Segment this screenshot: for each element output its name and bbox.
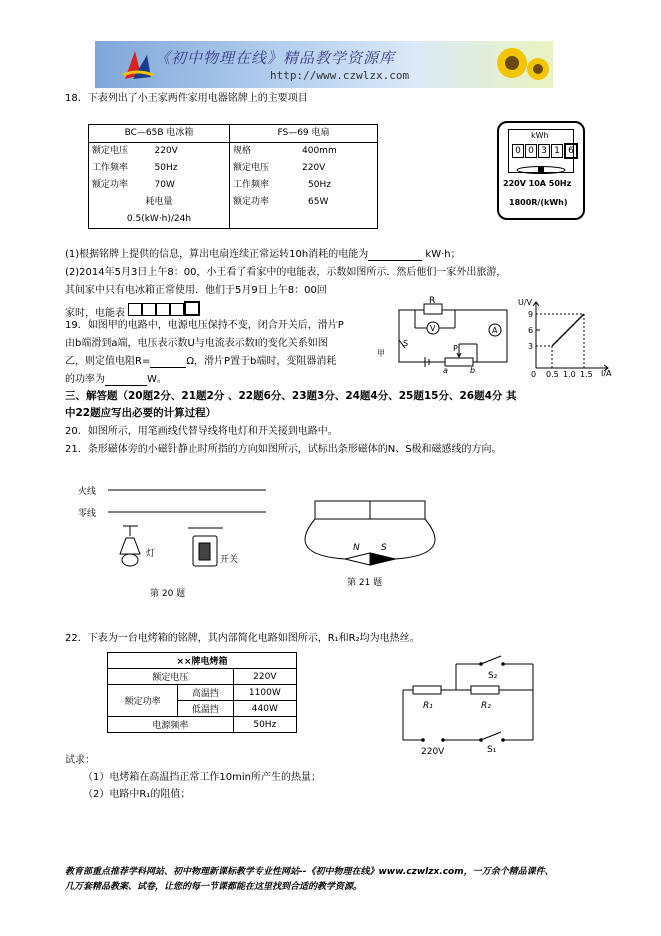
switch-label: 开关: [220, 555, 239, 565]
q19-line3-text: 乙，则定值电阻R=: [65, 356, 151, 367]
q18-part2-line2: 其间家中只有电冰箱正常使用．他们于5月9日上午8：00回: [65, 285, 327, 296]
banner-title: 《初中物理在线》精品教学资源库: [155, 49, 396, 67]
fridge-row-value: 70W: [154, 180, 175, 190]
fan-row-key: 额定电压: [233, 163, 270, 173]
oven-low-value: 440W: [233, 701, 296, 717]
footer-line1: 教育部重点推荐学科网站、初中物理新课标教学专业性网站--《初中物理在线》www.czwlzx.com，一万余个精品课件、: [65, 867, 554, 877]
q19-line1: 19．如图甲的电路中，电源电压保持不变，闭合开关后，滑片P: [65, 320, 344, 331]
oven-freq-label: 电源频率: [108, 717, 234, 733]
meter-spec: 220V 10A 50Hz: [503, 179, 572, 188]
q18-part1-unit: kW·h；: [425, 249, 461, 260]
meter-disc-icon: [511, 163, 571, 177]
q19-line4b-text: W。: [147, 374, 167, 385]
fan-row-key: 额定功率: [233, 197, 270, 207]
q22-stem: 22．下表为一台电烤箱的铭牌，其内部简化电路如图所示，R₁和R₂均为电热丝。: [65, 633, 420, 644]
fridge-nameplate: [89, 125, 230, 229]
s1-label: S₁: [487, 745, 497, 755]
fan-row-value: 50Hz: [308, 180, 331, 190]
banner-url[interactable]: http://www.czwlzx.com: [270, 69, 410, 82]
q22-q2: （2）电路中R₁的阻值；: [83, 789, 191, 800]
logo-icon: [121, 45, 155, 83]
circuit-label-S: S: [403, 339, 409, 348]
graph-xtick: 1.5: [580, 370, 593, 379]
section3-line1: 三、解答题（20题2分、21题2分 、22题6分、23题3分、24题4分、25题15分、26题4分 其: [65, 390, 517, 402]
fridge-row-key: 工作频率: [92, 163, 129, 173]
q21-caption: 第 21 题: [347, 578, 383, 588]
oven-voltage-label: 额定电压: [108, 669, 234, 685]
oven-voltage-value: 220V: [233, 669, 296, 685]
oven-freq-value: 50Hz: [233, 717, 296, 733]
zero-wire-label: 零线: [78, 509, 97, 519]
answer-box[interactable]: [184, 301, 200, 316]
q22-ask: 试求：: [65, 755, 95, 766]
section3-line2: 中22题应写出必要的计算过程）: [65, 407, 217, 419]
meter-unit: kWh: [531, 131, 549, 140]
fan-row-value: 220V: [302, 163, 326, 173]
circuit-label-V: V: [430, 324, 436, 333]
oven-title: ××牌电烤箱: [108, 653, 297, 669]
circuit-label-b: b: [470, 366, 476, 375]
graph-ytick: 3: [528, 342, 534, 351]
answer-box[interactable]: [128, 303, 142, 316]
circuit-fig-label: 甲: [377, 349, 385, 358]
circuit-label-a: a: [443, 366, 448, 375]
energy-meter: [497, 121, 585, 220]
graph-ylabel: U/V: [518, 298, 533, 307]
answer-box[interactable]: [156, 303, 170, 316]
fan-row-key: 工作频率: [233, 180, 270, 190]
oven-low-label: 低温挡: [178, 701, 233, 717]
answer-box[interactable]: [142, 303, 156, 316]
fridge-row-value: 50Hz: [154, 163, 178, 173]
q18-part2-line1: (2)2014年5月3日上午8：00，小王看了看家中的电能表，示数如图所示．然后他们一家外出旅游，: [65, 267, 507, 278]
meter-digit: 0: [512, 144, 524, 158]
q18-part1: [65, 248, 461, 261]
graph-ytick: 9: [528, 310, 534, 319]
q19-line3b-text: Ω，滑片P置于b端时，变阻器消耗: [186, 356, 337, 367]
r2-label: R₂: [481, 701, 491, 711]
fan-header: FS—69 电扇: [230, 125, 377, 143]
needle-s-label: S: [381, 543, 387, 553]
graph-xtick: 0: [531, 370, 537, 379]
s2-label: S₂: [488, 671, 498, 681]
meter-digit: 0: [525, 144, 537, 158]
q20-wiring-figure: [78, 480, 268, 605]
oven-nameplate-table: [107, 652, 297, 733]
r1-label: R₁: [423, 701, 433, 711]
circuit-label-A: A: [492, 326, 498, 335]
q18-stem: 18．下表列出了小王家两件家用电器铭牌上的主要项目: [65, 93, 308, 104]
meter-digits: [512, 143, 579, 159]
q19-line2: 由b端滑到a端，电压表示数U与电流表示数I的变化关系如图: [65, 338, 328, 349]
graph-ytick: 6: [528, 326, 534, 335]
oven-power-label: 额定功率: [108, 685, 178, 717]
meter-constant: 1800R/(kWh): [509, 198, 568, 207]
answer-blank[interactable]: [368, 250, 422, 261]
q18-part2-line3-text: 家时，电能表: [65, 308, 125, 319]
answer-box[interactable]: [170, 303, 184, 316]
fan-row-key: 规格: [233, 146, 252, 156]
circuit-label-R: R: [429, 296, 436, 306]
oven-high-value: 1100W: [233, 685, 296, 701]
q18-part1-text: (1)根据铭牌上提供的信息，算出电扇连续正常运转10h消耗的电能为: [65, 249, 369, 260]
page-footer: [65, 865, 605, 895]
fan-row-value: 65W: [308, 197, 329, 207]
meter-digit: 6: [564, 143, 578, 159]
graph-xtick: 0.5: [546, 370, 559, 379]
oven-circuit-diagram: [393, 650, 543, 755]
sunflower-icon: [490, 43, 550, 87]
q19-line3: [65, 355, 336, 368]
fridge-row-value: 220V: [154, 146, 178, 156]
footer-line2: 几万套精品教案、试卷，让您的每一节课都能在这里找到合适的教学资源。: [65, 882, 363, 892]
voltage-label: 220V: [421, 747, 445, 757]
fridge-consumption-label: 耗电量: [145, 197, 173, 207]
fridge-header: BC—65B 电冰箱: [89, 125, 229, 143]
graph-xlabel: I/A: [601, 369, 612, 378]
fridge-row-key: 额定电压: [92, 146, 129, 156]
answer-blank[interactable]: [150, 357, 186, 368]
q20-text: 20．如图所示，用笔画线代替导线将电灯和开关接到电路中。: [65, 426, 338, 437]
answer-blank[interactable]: [105, 375, 147, 386]
q19-line4-text: 的功率为: [65, 374, 105, 385]
meter-digit: 1: [551, 144, 563, 158]
fridge-consumption-value: 0.5(kW·h)/24h: [126, 214, 192, 224]
needle-n-label: N: [353, 543, 360, 553]
meter-digit: 3: [538, 144, 550, 158]
q18-nameplate-table: [88, 124, 378, 229]
q19-uv-graph: [518, 298, 616, 378]
q19-line4: [65, 373, 167, 386]
q21-text: 21．条形磁体旁的小磁针静止时所指的方向如图所示，试标出条形磁体的N、S极和磁感线的方向。: [65, 444, 502, 455]
fire-wire-label: 火线: [78, 487, 97, 497]
header-banner: [95, 41, 553, 88]
q22-q1: （1）电烤箱在高温挡正常工作10min所产生的热量；: [83, 772, 321, 783]
fan-nameplate: [230, 125, 378, 229]
fan-row-value: 400mm: [302, 146, 337, 156]
fridge-row-key: 额定功率: [92, 180, 129, 190]
q20-caption: 第 20 题: [150, 589, 186, 599]
lamp-label: 灯: [146, 549, 156, 559]
graph-xtick: 1.0: [563, 370, 576, 379]
q19-circuit-diagram: [377, 296, 512, 376]
q21-magnet-figure: [285, 495, 455, 595]
circuit-label-P: P: [453, 344, 458, 353]
oven-high-label: 高温挡: [178, 685, 233, 701]
q18-part2-line3: [65, 301, 200, 320]
